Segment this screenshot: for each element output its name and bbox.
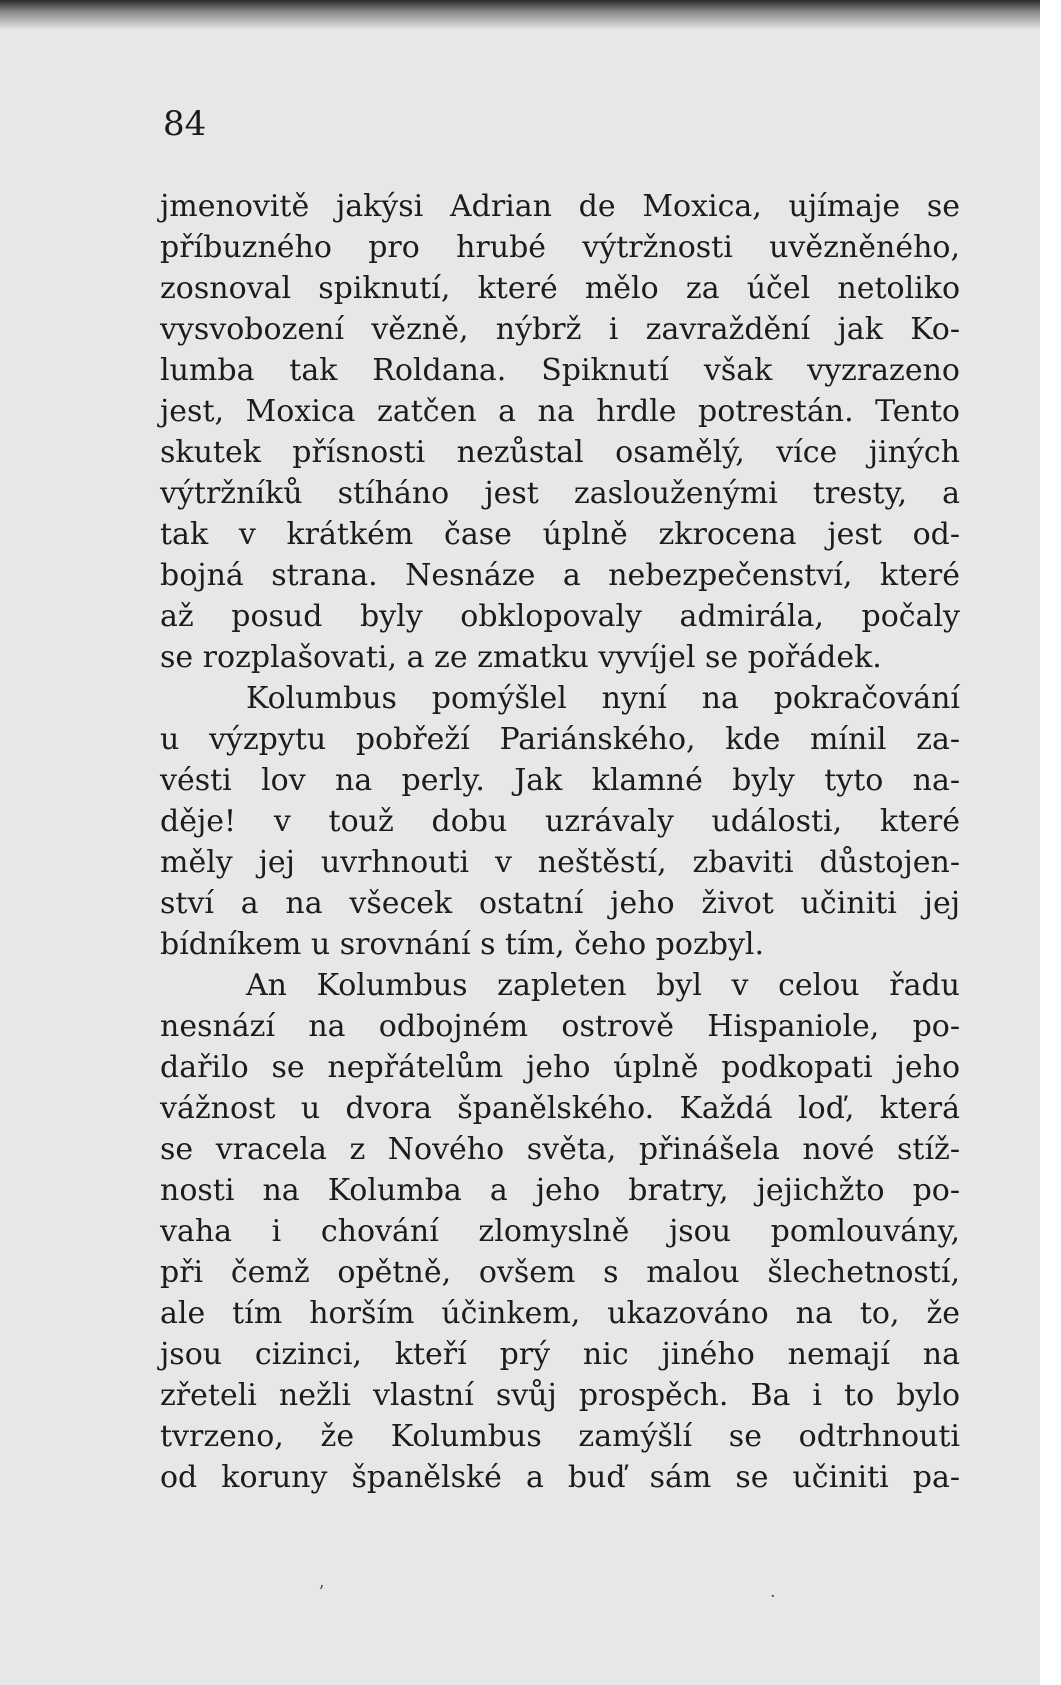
body-text bbox=[160, 186, 960, 1498]
top-edge-shadow bbox=[0, 0, 1040, 30]
paragraph-end-line: se rozplašovati, a ze zmatku vyvíjel se pořádek. bbox=[160, 640, 882, 675]
text-line: měly jej uvrhnouti v neštěstí, zbaviti důstojen- bbox=[160, 845, 960, 880]
paragraph-start-line: An Kolumbus zapleten byl v celou řadu bbox=[246, 968, 960, 1003]
text-line: výtržníků stíháno jest zaslouženými tresty, a bbox=[160, 476, 960, 511]
text-line: až posud byly obklopovaly admirála, počaly bbox=[160, 599, 960, 634]
paragraph-start-line: Kolumbus pomýšlel nyní na pokračování bbox=[246, 681, 960, 716]
text-line: zřeteli nežli vlastní svůj prospěch. Ba i to bylo bbox=[160, 1378, 960, 1413]
text-line: u výzpytu pobřeží Pariánského, kde mínil za- bbox=[160, 722, 960, 757]
text-line: nosti na Kolumba a jeho bratry, jejichžto po- bbox=[160, 1173, 960, 1208]
scan-margin bbox=[1040, 0, 1061, 1685]
text-line: nesnází na odbojném ostrově Hispaniole, po- bbox=[160, 1009, 960, 1044]
text-line: bojná strana. Nesnáze a nebezpečenství, které bbox=[160, 558, 960, 593]
text-line: lumba tak Roldana. Spiknutí však vyzrazeno bbox=[160, 353, 960, 388]
text-line: tvrzeno, že Kolumbus zamýšlí se odtrhnouti bbox=[160, 1419, 960, 1454]
text-line: od koruny španělské a buď sám se učiniti pa- bbox=[160, 1460, 960, 1495]
text-line: skutek přísnosti nezůstal osamělý, více jiných bbox=[160, 435, 960, 470]
ink-dot: · bbox=[770, 1586, 776, 1607]
ink-speck: ʼ bbox=[318, 1582, 324, 1603]
text-line: ství a na všecek ostatní jeho život učiniti jej bbox=[160, 886, 960, 921]
text-line: vysvobození vězně, nýbrž i zavraždění jak Ko- bbox=[160, 312, 960, 347]
text-line: dařilo se nepřátelům jeho úplně podkopati jeho bbox=[160, 1050, 960, 1085]
text-line: při čemž opětně, ovšem s malou šlechetností, bbox=[160, 1255, 960, 1290]
text-line: vésti lov na perly. Jak klamné byly tyto na- bbox=[160, 763, 960, 798]
text-line: příbuzného pro hrubé výtržnosti uvězněného, bbox=[160, 230, 960, 265]
text-line: jmenovitě jakýsi Adrian de Moxica, ujímaje se bbox=[160, 189, 960, 224]
text-line: ale tím horším účinkem, ukazováno na to, že bbox=[160, 1296, 960, 1331]
paragraph-end-line: bídníkem u srovnání s tím, čeho pozbyl. bbox=[160, 927, 765, 962]
page-number: 84 bbox=[163, 104, 207, 144]
text-line: vážnost u dvora španělského. Každá loď, která bbox=[160, 1091, 960, 1126]
text-line: vaha i chování zlomyslně jsou pomlouvány, bbox=[160, 1214, 960, 1249]
text-line: děje! v touž dobu uzrávaly události, které bbox=[160, 804, 960, 839]
text-line: se vracela z Nového světa, přinášela nové stíž- bbox=[160, 1132, 960, 1167]
text-line: zosnoval spiknutí, které mělo za účel netoliko bbox=[160, 271, 960, 306]
text-line: jest, Moxica zatčen a na hrdle potrestán. Tento bbox=[160, 394, 960, 429]
text-line: tak v krátkém čase úplně zkrocena jest od- bbox=[160, 517, 960, 552]
text-line: jsou cizinci, kteří prý nic jiného nemají na bbox=[160, 1337, 960, 1372]
